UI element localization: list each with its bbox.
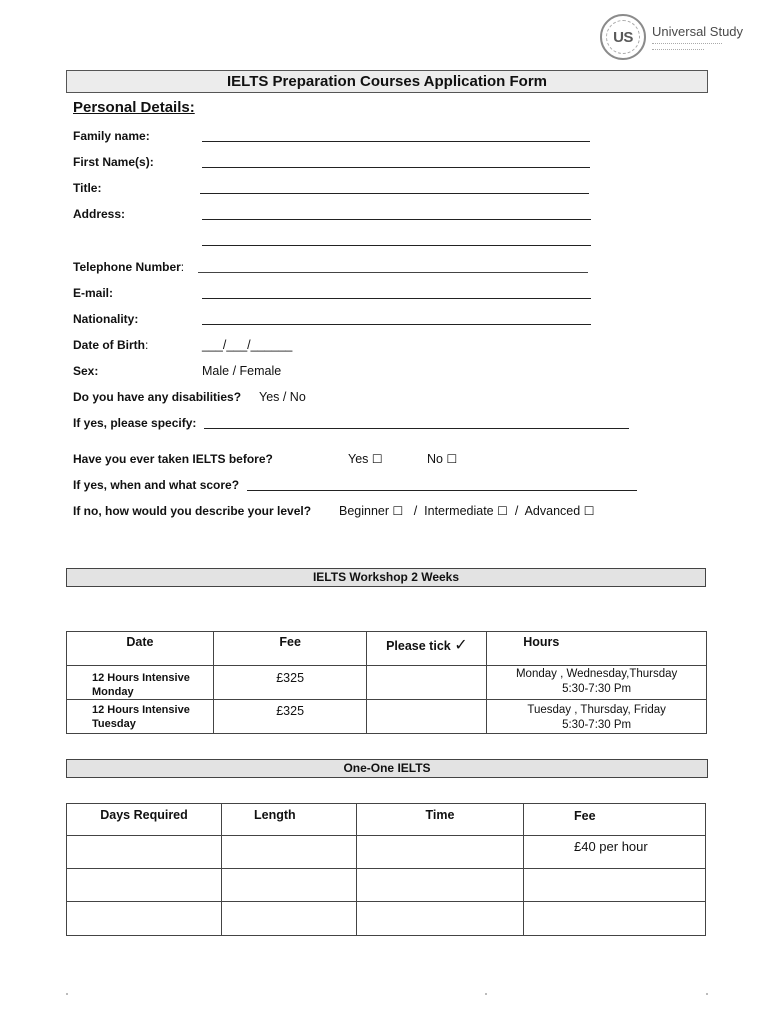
level-beginner: Beginner bbox=[339, 504, 390, 518]
family-name-label: Family name: bbox=[73, 129, 150, 143]
title-field[interactable] bbox=[200, 193, 589, 194]
date-cell: 12 Hours Intensive Tuesday bbox=[67, 700, 214, 734]
table-row bbox=[67, 869, 706, 902]
family-name-field[interactable] bbox=[202, 141, 590, 142]
disabilities-label: Do you have any disabilities? bbox=[73, 390, 242, 404]
workshop-heading: IELTS Workshop 2 Weeks bbox=[66, 568, 706, 587]
logo-name: Universal Study bbox=[652, 24, 744, 39]
disabilities-options[interactable]: Yes / No bbox=[259, 390, 306, 404]
hours-cell: Tuesday , Thursday, Friday 5:30-7:30 Pm bbox=[487, 700, 707, 734]
time-cell[interactable] bbox=[357, 869, 524, 902]
fee-cell: £325 bbox=[213, 700, 367, 734]
specify-field[interactable] bbox=[204, 428, 629, 429]
days-required-header: Days Required bbox=[67, 804, 222, 836]
telephone-field[interactable] bbox=[198, 272, 588, 273]
length-cell[interactable] bbox=[222, 836, 357, 869]
scan-speck bbox=[66, 993, 68, 995]
sex-options[interactable]: Male / Female bbox=[202, 364, 282, 378]
ielts-no-option[interactable]: No ☐ bbox=[427, 452, 458, 466]
telephone-label: Telephone Number: bbox=[73, 260, 185, 274]
checkbox-icon[interactable]: ☐ bbox=[446, 452, 458, 466]
email-label: E-mail: bbox=[73, 286, 114, 300]
dob-field[interactable]: ___/___/______ bbox=[202, 338, 293, 352]
email-field[interactable] bbox=[202, 298, 591, 299]
checkbox-icon[interactable]: ☐ bbox=[392, 504, 404, 518]
address-field-line-2[interactable] bbox=[202, 245, 591, 246]
checkbox-icon[interactable]: ☐ bbox=[371, 452, 383, 466]
tick-cell[interactable] bbox=[367, 700, 487, 734]
length-header: Length bbox=[222, 804, 357, 836]
fee-cell[interactable] bbox=[524, 869, 706, 902]
one-one-heading: One-One IELTS bbox=[66, 759, 708, 778]
ielts-yes-option[interactable]: Yes ☐ bbox=[348, 452, 383, 466]
dob-label: Date of Birth: bbox=[73, 338, 149, 352]
address-field-line-1[interactable] bbox=[202, 219, 591, 220]
level-question-label: If no, how would you describe your level? bbox=[73, 504, 312, 518]
nationality-label: Nationality: bbox=[73, 312, 139, 326]
fee-header: Fee bbox=[213, 632, 367, 666]
table-row bbox=[67, 836, 706, 869]
checkbox-icon[interactable]: ☐ bbox=[497, 504, 508, 518]
workshop-table bbox=[66, 631, 707, 734]
hours-header: Hours bbox=[487, 632, 707, 666]
logo-tagline-line bbox=[652, 49, 704, 51]
table-row bbox=[67, 700, 707, 734]
tick-header: Please tick ✓ bbox=[367, 632, 487, 666]
time-cell[interactable] bbox=[357, 902, 524, 936]
address-label: Address: bbox=[73, 207, 126, 221]
days-cell[interactable] bbox=[67, 902, 222, 936]
fee-header: Fee bbox=[524, 804, 706, 836]
table-row bbox=[67, 902, 706, 936]
scan-speck bbox=[706, 993, 708, 995]
time-cell[interactable] bbox=[357, 836, 524, 869]
fee-cell: £40 per hour bbox=[524, 836, 706, 869]
title-label: Title: bbox=[73, 181, 102, 195]
logo bbox=[600, 14, 762, 62]
tick-icon: ✓ bbox=[454, 635, 468, 654]
form-title: IELTS Preparation Courses Application Form bbox=[66, 70, 708, 93]
specify-label: If yes, please specify: bbox=[73, 416, 197, 430]
logo-emblem bbox=[600, 14, 646, 60]
date-cell: 12 Hours Intensive Monday bbox=[67, 666, 214, 700]
tick-cell[interactable] bbox=[367, 666, 487, 700]
length-cell[interactable] bbox=[222, 869, 357, 902]
days-cell[interactable] bbox=[67, 869, 222, 902]
first-names-label: First Name(s): bbox=[73, 155, 154, 169]
scan-speck bbox=[485, 993, 487, 995]
sex-label: Sex: bbox=[73, 364, 99, 378]
level-intermediate: Intermediate bbox=[424, 504, 494, 518]
fee-cell[interactable] bbox=[524, 902, 706, 936]
nationality-field[interactable] bbox=[202, 324, 591, 325]
checkbox-icon[interactable]: ☐ bbox=[583, 504, 595, 518]
one-one-table bbox=[66, 803, 706, 936]
when-score-label: If yes, when and what score? bbox=[73, 478, 240, 492]
date-header: Date bbox=[67, 632, 214, 666]
level-options[interactable]: Beginner ☐ / Intermediate ☐ / Advanced ☐ bbox=[339, 504, 595, 518]
days-cell[interactable] bbox=[67, 836, 222, 869]
logo-initials: US bbox=[606, 20, 640, 54]
length-cell[interactable] bbox=[222, 902, 357, 936]
personal-details-heading: Personal Details: bbox=[73, 99, 195, 116]
hours-cell: Monday , Wednesday,Thursday 5:30-7:30 Pm bbox=[487, 666, 707, 700]
when-score-field[interactable] bbox=[247, 490, 637, 491]
fee-cell: £325 bbox=[213, 666, 367, 700]
level-advanced: Advanced bbox=[524, 504, 581, 518]
time-header: Time bbox=[357, 804, 524, 836]
table-row bbox=[67, 666, 707, 700]
ielts-before-label: Have you ever taken IELTS before? bbox=[73, 452, 273, 466]
first-names-field[interactable] bbox=[202, 167, 590, 168]
logo-tagline-line bbox=[652, 43, 722, 45]
